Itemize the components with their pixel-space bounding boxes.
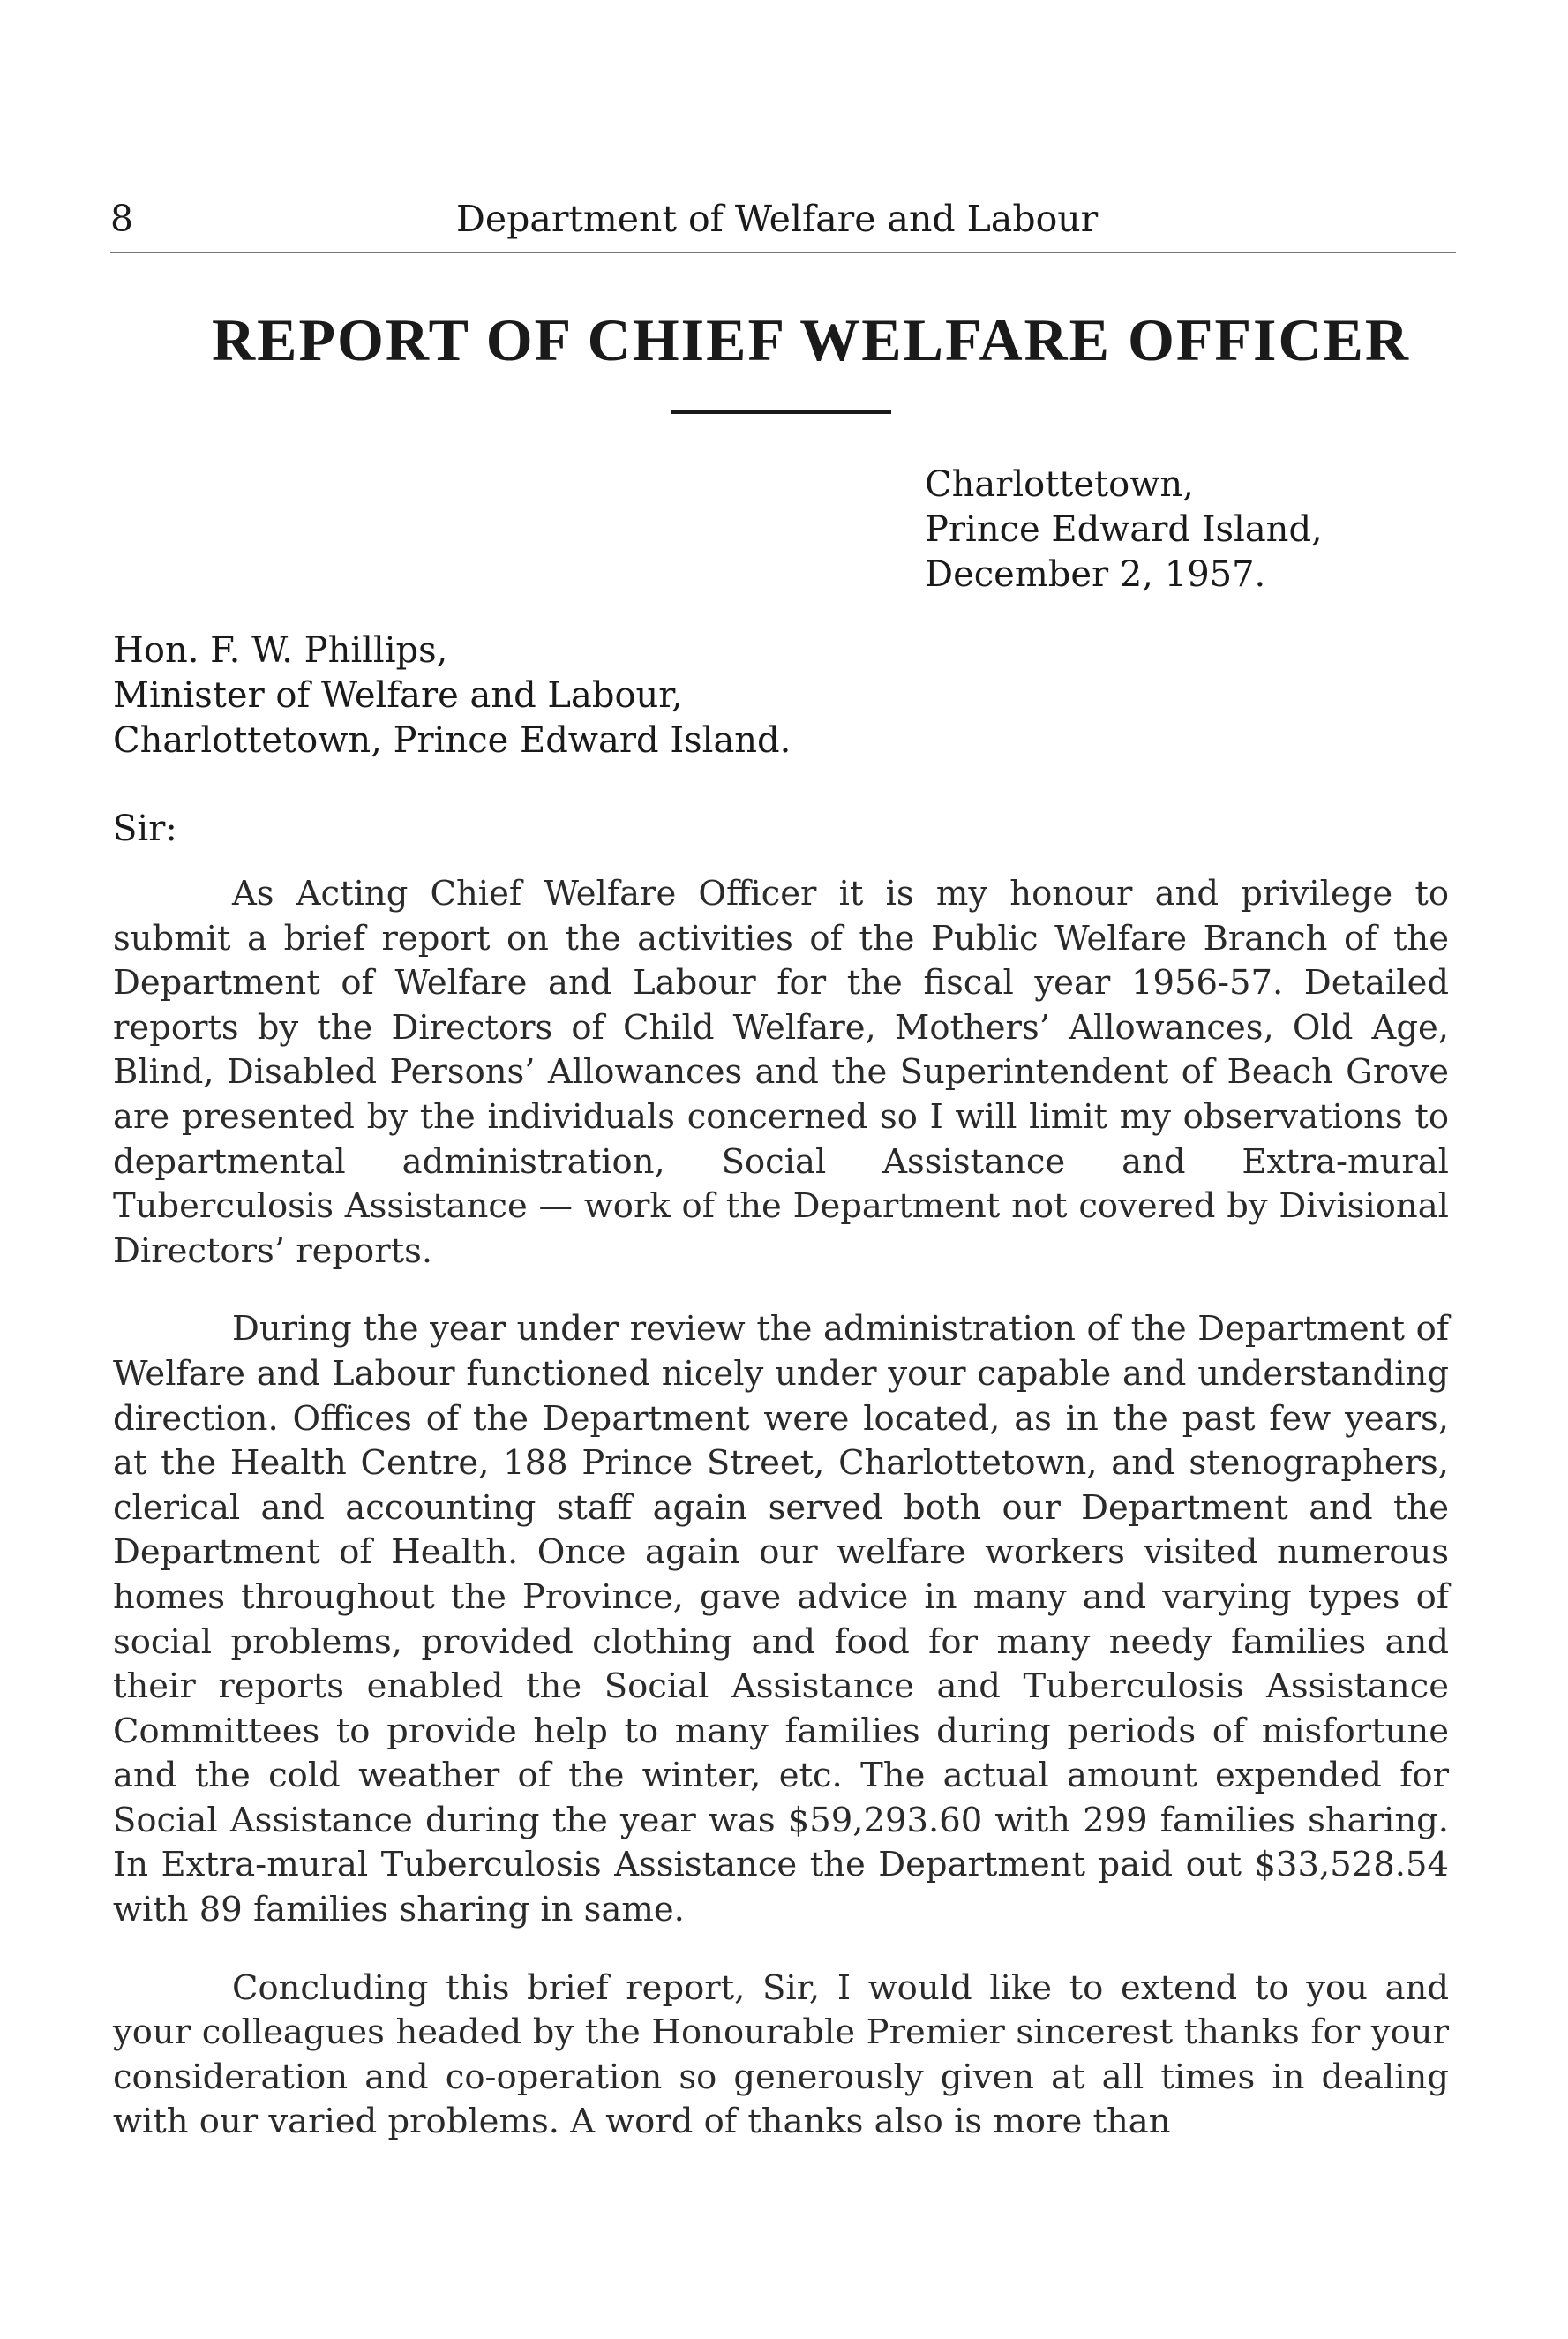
- addressee-title: Minister of Welfare and Labour,: [113, 675, 683, 716]
- place-and-date: [925, 463, 1323, 598]
- paragraph-introduction: As Acting Chief Welfare Officer it is my honour and privilege to submit a brief report on the activities of the Public Welfare Branch of the Department of Welfare and Labour for the fiscal year 1956-57. Detailed reports by the Directors of Child Welfare, Mothers’ Allowances, Old Age, Blind, Disabled Persons’ Allowances and the Superintendent of Beach Grove are presented by the individuals concerned so I will limit my observations to departmental administration, Social Assistance and Extra-mural Tuberculosis Assistance — work of the Department not covered by Divisional Directors’ reports.: [113, 874, 1449, 1271]
- salutation: Sir:: [113, 808, 177, 849]
- title-underline-rule: [671, 410, 891, 414]
- place-line-city: Charlottetown,: [925, 464, 1194, 505]
- running-head: [110, 192, 1456, 245]
- addressee-block: [113, 628, 791, 763]
- paragraph-conclusion: Concluding this brief report, Sir, I would like to extend to you and your colleagues headed by the Honourable Premier sincerest thanks for your consideration and co-operation so generously given at all times in dealing with our varied problems. A word of thanks also is more than: [113, 1967, 1449, 2142]
- report-body: [113, 872, 1449, 2178]
- header-rule: [110, 252, 1456, 253]
- place-line-province: Prince Edward Island,: [925, 509, 1323, 550]
- addressee-name: Hon. F. W. Phillips,: [113, 630, 448, 671]
- addressee-location: Charlottetown, Prince Edward Island.: [113, 720, 792, 761]
- paragraph-administration: During the year under review the administration of the Department of Welfare and Labour functioned nicely under your capable and understanding direction. Offices of the Department were located, as in the past few years, at the Health Centre, 188 Prince Street, Charlottetown, and stenographers, clerical and accounting staff again served both our Department and the Department of Health. Once again our welfare workers visited numerous homes throughout the Province, gave advice in many and varying types of social problems, provided clothing and food for many needy families and their reports enabled the Social Assistance and Tuberculosis Assistance Committees to provide help to many families during periods of misfortune and the cold weather of the winter, etc. The actual amount expended for Social Assistance during the year was $59,293.60 with 299 families sharing. In Extra-mural Tuberculosis Assistance the Department paid out $33,528.54 with 89 families sharing in same.: [113, 1309, 1449, 1930]
- report-title: REPORT OF CHIEF WELFARE OFFICER: [212, 306, 1411, 373]
- page-number: 8: [110, 198, 134, 240]
- date-line: December 2, 1957.: [925, 554, 1266, 595]
- running-title: Department of Welfare and Labour: [456, 198, 1099, 240]
